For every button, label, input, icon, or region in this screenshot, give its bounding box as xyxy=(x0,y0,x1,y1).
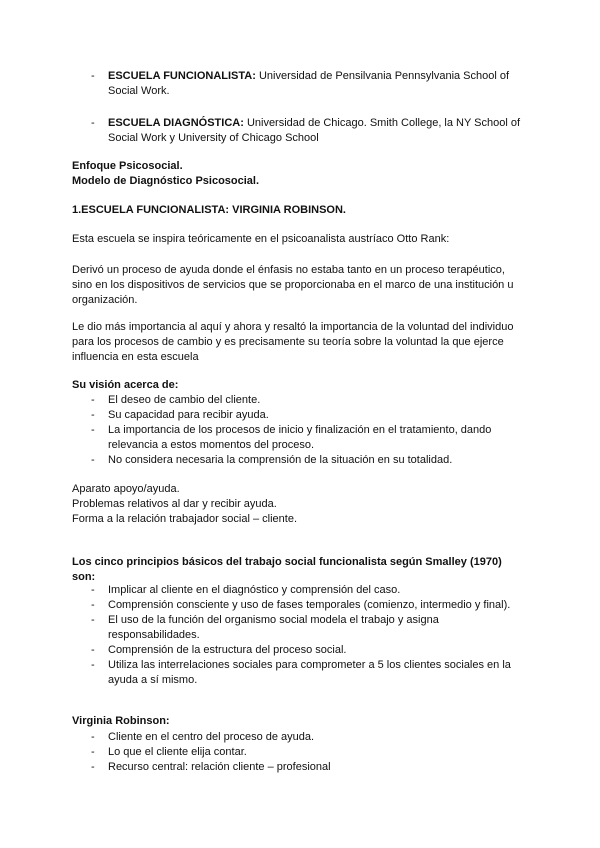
paragraph-line: Le dio más importancia al aquí y ahora y resaltó la importancia de la voluntad del individuo xyxy=(72,321,514,333)
school-label: ESCUELA DIAGNÓSTICA: xyxy=(108,117,244,129)
intro-list-item xyxy=(91,116,521,146)
aparato-block xyxy=(72,482,297,527)
list-item-line: Lo que el cliente elija contar. xyxy=(108,746,247,758)
bullet-marker: - xyxy=(91,659,95,671)
bullet-marker: - xyxy=(91,731,95,743)
school-description: Universidad de Pensilvania Pennsylvania School of xyxy=(258,70,510,82)
vision-list xyxy=(91,393,492,468)
list-item xyxy=(91,393,491,408)
aparato-line: Aparato apoyo/ayuda. xyxy=(72,483,180,495)
vision-heading-text: Su visión acerca de: xyxy=(72,379,179,391)
list-item-line: La importancia de los procesos de inicio y finalización en el tratamiento, dando xyxy=(108,424,492,436)
principios-list xyxy=(91,583,511,688)
list-item-line: Cliente en el centro del proceso de ayuda. xyxy=(108,731,315,743)
list-item xyxy=(91,116,521,146)
list-item-line: relevancia a estos momentos del proceso. xyxy=(108,439,315,451)
list-item xyxy=(91,658,511,688)
robinson-list xyxy=(91,730,331,775)
list-item xyxy=(91,613,511,643)
list-item-line xyxy=(108,69,509,84)
list-item-line: Social Work. xyxy=(108,85,170,97)
bullet-marker: - xyxy=(91,761,95,773)
list-item-line: Su capacidad para recibir ayuda. xyxy=(108,409,269,421)
principios-heading xyxy=(72,555,502,585)
paragraph-line: Esta escuela se inspira teóricamente en el psicoanalista austríaco Otto Rank: xyxy=(72,233,450,245)
list-item-line: El uso de la función del organismo social modela el trabajo y asigna xyxy=(108,614,439,626)
bullet-marker: - xyxy=(91,454,95,466)
paragraph xyxy=(72,263,513,308)
paragraph xyxy=(72,232,449,247)
list-item-line: ayuda a sí mismo. xyxy=(108,674,198,686)
bullet-marker: - xyxy=(91,746,95,758)
bullet-marker: - xyxy=(91,599,95,611)
heading-line: son: xyxy=(72,571,96,583)
aparato-line: Forma a la relación trabajador social – cliente. xyxy=(72,513,298,525)
list-item-line: Implicar al cliente en el diagnóstico y comprensión del caso. xyxy=(108,584,401,596)
list-item xyxy=(91,583,511,598)
bullet-marker: - xyxy=(91,614,95,626)
aparato-line: Problemas relativos al dar y recibir ayuda. xyxy=(72,498,277,510)
bullet-marker: - xyxy=(91,70,95,82)
bullet-marker: - xyxy=(91,424,95,436)
school-label: ESCUELA FUNCIONALISTA: xyxy=(108,70,256,82)
list-item xyxy=(91,730,331,745)
heading-line: Los cinco principios básicos del trabajo social funcionalista según Smalley (1970) xyxy=(72,556,502,568)
list-item xyxy=(91,760,331,775)
subheading-block xyxy=(72,159,259,189)
list-item-line: No considera necesaria la comprensión de la situación en su totalidad. xyxy=(108,454,453,466)
intro-list-item xyxy=(91,69,510,99)
paragraph-line: organización. xyxy=(72,294,138,306)
list-item xyxy=(91,643,511,658)
list-item-line: responsabilidades. xyxy=(108,629,200,641)
bullet-marker: - xyxy=(91,584,95,596)
list-item xyxy=(91,423,492,453)
heading-modelo: Modelo de Diagnóstico Psicosocial. xyxy=(72,175,260,187)
paragraph xyxy=(72,320,513,365)
list-item-line xyxy=(108,116,520,131)
list-item-line: El deseo de cambio del cliente. xyxy=(108,394,261,406)
paragraph-line: Derivó un proceso de ayuda donde el énfasis no estaba tanto en un proceso terapéutico, xyxy=(72,264,505,276)
paragraph-line: para los procesos de cambio y es precisamente su teoría sobre la voluntad la que ejerce xyxy=(72,336,504,348)
section-title xyxy=(72,203,346,218)
bullet-marker: - xyxy=(91,644,95,656)
robinson-heading-text: Virginia Robinson: xyxy=(72,715,170,727)
paragraph-line: influencia en esta escuela xyxy=(72,351,199,363)
vision-heading xyxy=(72,378,178,393)
bullet-marker: - xyxy=(91,117,95,129)
list-item xyxy=(91,408,491,423)
robinson-heading xyxy=(72,714,170,729)
list-item xyxy=(91,453,491,468)
list-item-line: Comprensión consciente y uso de fases temporales (comienzo, intermedio y final). xyxy=(108,599,511,611)
bullet-marker: - xyxy=(91,409,95,421)
bullet-marker: - xyxy=(91,394,95,406)
list-item-line: Recurso central: relación cliente – profesional xyxy=(108,761,331,773)
list-item xyxy=(91,598,511,613)
school-description: Universidad de Chicago. Smith College, la NY School of xyxy=(246,117,521,129)
list-item xyxy=(91,745,331,760)
list-item-line: Utiliza las interrelaciones sociales para comprometer a 5 los clientes sociales en la xyxy=(108,659,511,671)
list-item-line: Comprensión de la estructura del proceso social. xyxy=(108,644,347,656)
list-item-line: Social Work y University of Chicago School xyxy=(108,132,319,144)
heading-enfoque: Enfoque Psicosocial. xyxy=(72,160,183,172)
section-title-text: 1.ESCUELA FUNCIONALISTA: VIRGINIA ROBINSON. xyxy=(72,204,346,216)
paragraph-line: sino en los dispositivos de servicios que se proporcionaba en el marco de una institución u xyxy=(72,279,514,291)
list-item xyxy=(91,69,510,99)
